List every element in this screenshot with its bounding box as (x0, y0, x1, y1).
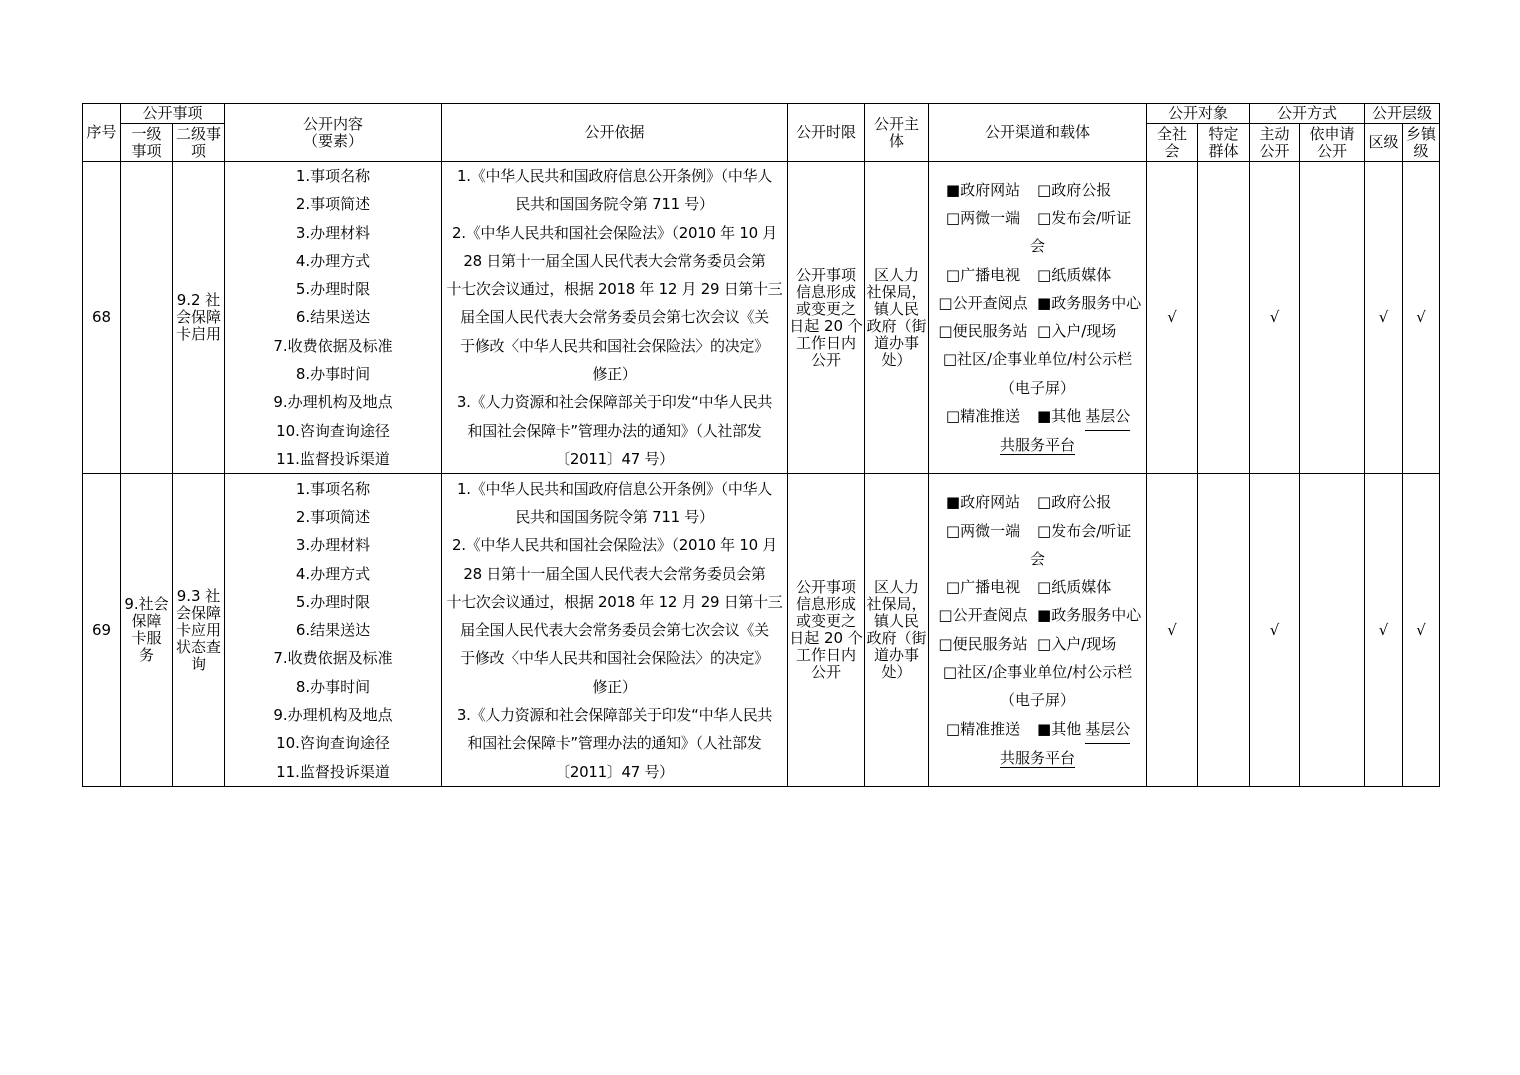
header-seq: 序号 (83, 104, 121, 162)
channel-bulletin-cont: （电子屏） (1000, 691, 1076, 710)
channel-two-micro: □两微一端 (945, 521, 1021, 540)
channel-public-reading: □公开查阅点 (938, 293, 1028, 312)
channel-gov-gazette: □政府公报 (1037, 493, 1112, 512)
header-level-town: 乡镇 级 (1403, 124, 1440, 162)
row-channels (929, 474, 1147, 787)
channel-press-conf-cont: 会 (1030, 237, 1046, 256)
channel-other-value-cont: 共服务平台 (1000, 748, 1076, 767)
channel-press-conf: □发布会/听证 (1037, 208, 1132, 227)
row-level2: 9.2 社 会保障 卡启用 (173, 162, 225, 474)
channel-paper-media: □纸质媒体 (1037, 578, 1112, 597)
channel-paper-media: □纸质媒体 (1037, 265, 1112, 284)
channel-convenience-station: □便民服务站 (938, 322, 1028, 341)
channel-service-center: ■政务服务中心 (1037, 606, 1142, 625)
channel-broadcast-tv: □广播电视 (945, 578, 1021, 597)
channel-gov-website: ■政府网站 (945, 180, 1021, 199)
header-time-limit: 公开时限 (788, 104, 865, 162)
row-target-specific (1198, 474, 1250, 787)
header-level1: 一级 事项 (121, 124, 173, 162)
channel-other: ■其他 (1037, 407, 1082, 426)
channel-broadcast-tv: □广播电视 (945, 265, 1021, 284)
row-content: 1.事项名称 2.事项简述 3.办理材料 4.办理方式 5.办理时限 6.结果送达 7.收费依据及标准 8.办事时间 9.办理机构及地点 10.咨询查询途径 11.监督投诉渠道 (225, 474, 442, 787)
channel-service-center: ■政务服务中心 (1037, 293, 1142, 312)
row-target-all: √ (1147, 474, 1198, 787)
row-seq: 68 (83, 162, 121, 474)
channel-bulletin-cont: （电子屏） (1000, 378, 1076, 397)
row-method-apply (1300, 474, 1365, 787)
row-channels (929, 162, 1147, 474)
row-seq: 69 (83, 474, 121, 787)
row-target-specific (1198, 162, 1250, 474)
row-level-town: √ (1403, 474, 1440, 787)
row-level1: 9.社会 保障 卡服 务 (121, 474, 173, 787)
channel-press-conf-cont: 会 (1030, 549, 1046, 568)
table-row (83, 162, 1440, 474)
channel-household-onsite: □入户/现场 (1037, 634, 1117, 653)
header-level-district: 区级 (1365, 124, 1403, 162)
row-method-active: √ (1250, 162, 1300, 474)
channel-bulletin: □社区/企事业单位/村公示栏 (942, 663, 1133, 682)
row-method-apply (1300, 162, 1365, 474)
channel-other-value-cont: 共服务平台 (1000, 436, 1076, 455)
header-level-group: 公开层级 (1365, 104, 1440, 124)
header-content: 公开内容 （要素） (225, 104, 442, 162)
channel-public-reading: □公开查阅点 (938, 606, 1028, 625)
row-target-all: √ (1147, 162, 1198, 474)
channel-gov-gazette: □政府公报 (1037, 180, 1112, 199)
header-channel: 公开渠道和载体 (929, 104, 1147, 162)
channel-precise-push: □精准推送 (945, 407, 1021, 426)
channel-gov-website: ■政府网站 (945, 493, 1021, 512)
disclosure-table (82, 103, 1440, 787)
header-target-specific: 特定 群体 (1198, 124, 1250, 162)
channel-convenience-station: □便民服务站 (938, 634, 1028, 653)
channel-two-micro: □两微一端 (945, 208, 1021, 227)
row-level-district: √ (1365, 162, 1403, 474)
header-method-apply: 依申请 公开 (1300, 124, 1365, 162)
row-content: 1.事项名称 2.事项简述 3.办理材料 4.办理方式 5.办理时限 6.结果送达 7.收费依据及标准 8.办事时间 9.办理机构及地点 10.咨询查询途径 11.监督投诉渠道 (225, 162, 442, 474)
row-time-limit: 公开事项 信息形成 或变更之 日起 20 个 工作日内 公开 (788, 162, 865, 474)
header-basis: 公开依据 (442, 104, 788, 162)
row-time-limit: 公开事项 信息形成 或变更之 日起 20 个 工作日内 公开 (788, 474, 865, 787)
table-row (83, 474, 1440, 787)
channel-precise-push: □精准推送 (945, 719, 1021, 738)
row-basis: 1.《中华人民共和国政府信息公开条例》（中华人 民共和国国务院令第 711 号） 2.《中华人民共和国社会保险法》（2010 年 10 月 28 日第十一届全国人民代表大会常务委员会第 十七次会议通过，根据 2018 年 12 月 29 日第十三 届全国人民代表大会常务委员会第七次会议《关 于修改〈中华人民共和国社会保险法〉的决定》 修正） 3.《人力资源和社会保障部关于印发“中华人民共 和国社会保障卡”管理办法的通知》（人社部发 〔2011〕47 号） (442, 162, 788, 474)
level1-empty (121, 162, 173, 474)
header-target-group: 公开对象 (1147, 104, 1250, 124)
header-method-active: 主动 公开 (1250, 124, 1300, 162)
channel-other-value: 基层公 (1085, 715, 1130, 744)
row-method-active: √ (1250, 474, 1300, 787)
channel-bulletin: □社区/企事业单位/村公示栏 (942, 350, 1133, 369)
channel-household-onsite: □入户/现场 (1037, 322, 1117, 341)
row-subject: 区人力 社保局， 镇人民 政府（街 道办事 处） (865, 162, 929, 474)
row-subject: 区人力 社保局， 镇人民 政府（街 道办事 处） (865, 474, 929, 787)
header-level2: 二级事 项 (173, 124, 225, 162)
row-level-town: √ (1403, 162, 1440, 474)
channel-press-conf: □发布会/听证 (1037, 521, 1132, 540)
header-subject: 公开主 体 (865, 104, 929, 162)
header-target-all: 全社 会 (1147, 124, 1198, 162)
row-basis: 1.《中华人民共和国政府信息公开条例》（中华人 民共和国国务院令第 711 号） 2.《中华人民共和国社会保险法》（2010 年 10 月 28 日第十一届全国人民代表大会常务委员会第 十七次会议通过，根据 2018 年 12 月 29 日第十三 届全国人民代表大会常务委员会第七次会议《关 于修改〈中华人民共和国社会保险法〉的决定》 修正） 3.《人力资源和社会保障部关于印发“中华人民共 和国社会保障卡”管理办法的通知》（人社部发 〔2011〕47 号） (442, 474, 788, 787)
row-level2: 9.3 社 会保障 卡应用 状态查 询 (173, 474, 225, 787)
channel-other: ■其他 (1037, 719, 1082, 738)
row-level-district: √ (1365, 474, 1403, 787)
header-item-group: 公开事项 (121, 104, 225, 124)
channel-other-value: 基层公 (1085, 402, 1130, 431)
header-method-group: 公开方式 (1250, 104, 1365, 124)
